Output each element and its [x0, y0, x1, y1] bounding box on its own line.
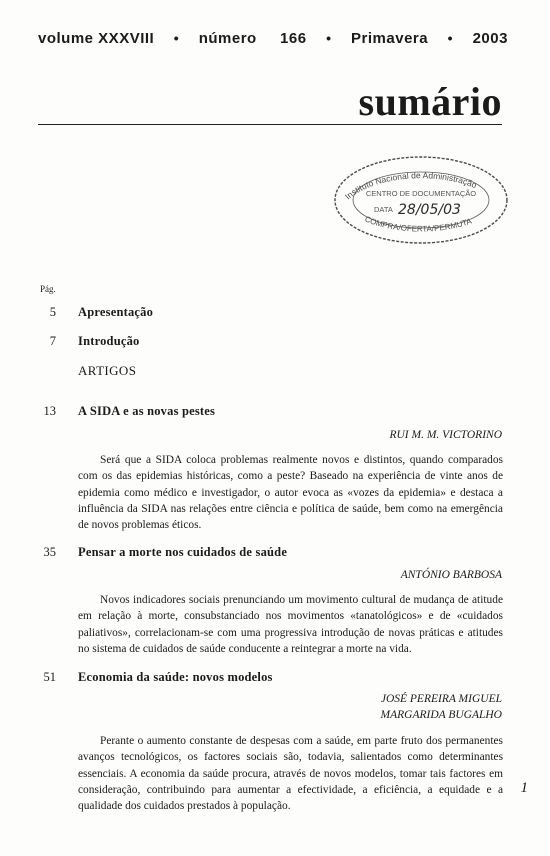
issue-header — [38, 30, 508, 47]
bullet-separator: • — [173, 30, 180, 46]
title-rule — [38, 124, 502, 125]
issue-number: 166 — [280, 30, 307, 47]
season-label: Primavera — [351, 30, 429, 47]
numero-label: número — [198, 30, 257, 47]
toc-page-number: 7 — [49, 334, 56, 348]
library-stamp — [326, 152, 516, 246]
article-abstract-text: Novos indicadores sociais prenunciando um movimento cultural de mudança de atitude em relação à morte, consubstanciado nos movimentos «tanatológicos» e de «cuidados paliativos», correlacionam-se com uma progressiva introdução de novas práticas e atitudes no sistema de cuidados de saúde conducente a reintegrar a morte na vida. — [78, 594, 503, 655]
bullet-separator: • — [326, 30, 332, 46]
section-heading-text: ARTIGOS — [78, 363, 137, 378]
article-author — [381, 691, 502, 723]
toc-entry-title: Introdução — [78, 334, 140, 348]
article-author-second: MARGARIDA BUGALHO — [380, 709, 502, 721]
article-abstract — [78, 592, 503, 657]
article-abstract-text: Será que a SIDA coloca problemas realmente novos e distintos, quando comparados com os das epidemias históricas, como a peste? Baseado na experiência de vinte anos de epidemia como médico e investigador, o autor evoca as «vozes da epidemia» e destaca a influência da SIDA nas relações entre ciência e política de saúde, bem como na emergência de novos problemas éticos. — [78, 454, 503, 532]
stamp-arc-bottom-text: COMPRA/OFERTA/PERMUTA — [363, 214, 473, 234]
article-page-number: 35 — [43, 545, 56, 559]
toc-page-number: 5 — [49, 305, 56, 319]
article-page-number: 51 — [43, 670, 56, 684]
year-label: 2003 — [472, 30, 508, 47]
volume-label: volume XXXVIII — [38, 30, 155, 47]
page-folio: 1 — [520, 780, 528, 796]
page-column-label: Pág. — [40, 284, 56, 294]
stamp-center-line: CENTRO DE DOCUMENTAÇÃO — [365, 189, 477, 198]
numero-group — [199, 30, 307, 47]
stamp-date-handwritten: 28/05/03 — [398, 202, 461, 218]
article-abstract — [78, 733, 503, 814]
article-page-number: 13 — [43, 404, 56, 418]
article-author: ANTÓNIO BARBOSA — [400, 569, 502, 581]
article-author: RUI M. M. VICTORINO — [389, 429, 502, 441]
page-title: sumário — [358, 79, 502, 124]
toc-entry-title: Apresentação — [78, 305, 154, 319]
stamp-arc-top-text: Instituto Nacional de Administração — [342, 170, 479, 202]
article-author-first: JOSÉ PEREIRA MIGUEL — [380, 693, 502, 705]
article-abstract-text: Perante o aumento constante de despesas com a saúde, em parte fruto dos permanentes avanços tecnológicos, os factores sociais são, todavia, salientados como determinantes essenciais. A economia da saúde procura, através de novos modelos, tomar tais factores em consideração, contribuindo para aumentar a efectividade, a eficiência, a equidade e a qualidade dos cuidados prestados à população. — [78, 735, 503, 813]
stamp-date-label: DATA — [374, 205, 393, 214]
bullet-separator: • — [447, 30, 454, 46]
article-title: Economia da saúde: novos modelos — [78, 670, 273, 684]
article-title: A SIDA e as novas pestes — [78, 404, 216, 418]
article-title: Pensar a morte nos cuidados de saúde — [78, 545, 288, 559]
article-abstract — [78, 452, 503, 533]
